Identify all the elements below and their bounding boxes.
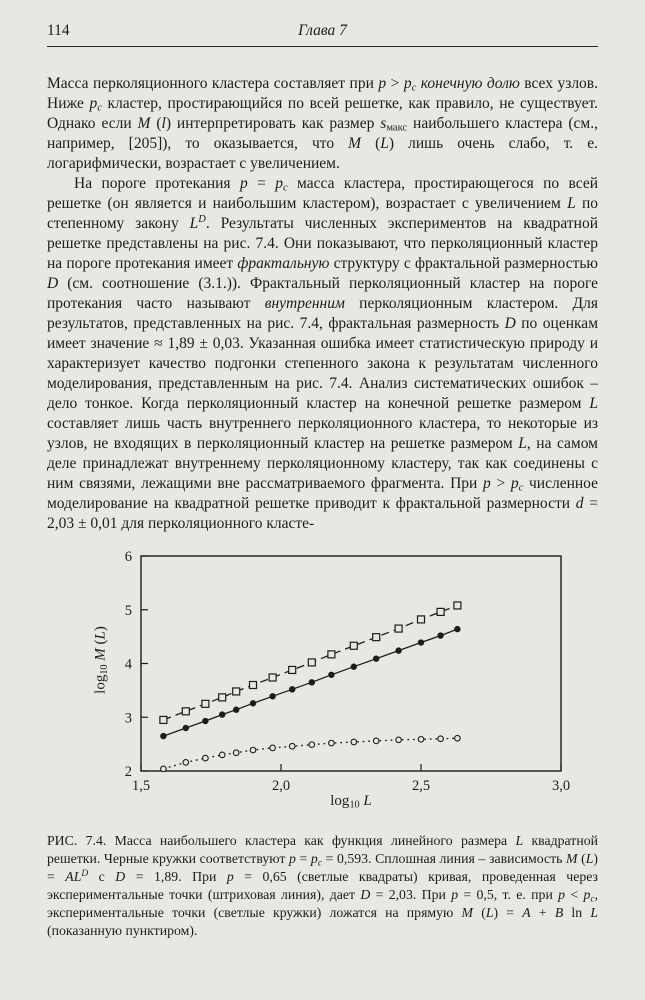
filled-circle-marker — [395, 647, 401, 653]
open-square-marker — [250, 682, 257, 689]
open-circle-marker — [250, 747, 256, 753]
open-circle-marker — [396, 737, 402, 743]
open-square-marker — [289, 666, 296, 673]
filled-circle-marker — [289, 686, 295, 692]
open-circle-marker — [351, 739, 357, 745]
filled-circle-marker — [219, 711, 225, 717]
y-tick-label: 6 — [124, 549, 132, 565]
open-square-marker — [182, 708, 189, 715]
paragraph-2: На пороге протекания $p = p_c$ масса кластера, простирающегося по всей решетке (он является и наибольшим кластером), возрастает с увеличением L по степенному закону $L^D$. Результаты численных экспериментов на квадратной решетке представлены на рис. 7.4. Они показывают, что перколяционный кластер на пороге протекания имеет фрактальную структуру с фрактальной размерностью D (см. соотношение (3.1.)). Фрактальный перколяционный кластер на пороге протекания часто называют внутренним перколяционным кластером. Для результатов, представленных на рис. 7.4, фрактальная размерность D по оценкам имеет значение ≈ 1,89 ± 0,03. Указанная ошибка имеет статистическую природу и характеризует качество подгонки степенного закона к результатам численного моделирования, представленным на рис. 7.4. Анализ систематических ошибок – дело тонкое. Когда перколяционный кластер на конечной решетке размером L составляет лишь часть внутреннего перколяционного кластера, то некоторые из узлов, не входящих в перколяционный кластер на решетке размером L, на самом деле принадлежат внутреннему перколяционному кластеру, так как соединены с ним связями, лежащими вне рассматриваемого фрагмента. При $p > p_c$ численное моделирование на квадратной решетке приводит к фрактальной размерности d = 2,03 ± 0,01 для перколяционного класте- — [47, 175, 599, 532]
paragraph-1: Масса перколяционного кластера составляет при $p > p_c$ конечную долю всех узлов. Ниже $p_c$ кластер, простирающийся по всей решетке, как правило, не существует. Однако если M (l) интерпретировать как размер $s_{макс}$ наибольшего кластера (см., например, [205]), то оказывается, что M (L) лишь очень слабо, т. е. логарифмически, возрастает с увеличением. — [47, 75, 599, 172]
open-circle-marker — [270, 745, 276, 751]
figure-7-4 — [47, 546, 598, 820]
y-tick-label: 5 — [124, 602, 132, 619]
open-circle-marker — [161, 766, 167, 772]
open-square-marker — [373, 634, 380, 641]
filled-circle-marker — [250, 700, 256, 706]
figure-caption: РИС. 7.4. Масса наибольшего кластера как функция линейного размера L квадратной решетки. Черные кружки соответствуют $p = p_c = 0,593$. Сплошная линия – зависимость M $(L) = AL^D$ с D = 1,89. При p = 0,65 (светлые квадраты) кривая, проведенная через экспериментальные точки (штриховая линия), дает D = 2,03. При p = 0,5, т. е. при $p < p_c$, экспериментальные точки (светлые кружки) ложатся на прямую M (L) = A + B ln L (показанную пунктиром). — [47, 833, 599, 938]
open-square-marker — [160, 716, 167, 723]
filled-circle-marker — [328, 672, 334, 678]
open-square-marker — [269, 674, 276, 681]
filled-circle-marker — [160, 733, 166, 739]
open-square-marker — [418, 616, 425, 623]
open-square-marker — [202, 700, 209, 707]
open-square-marker — [350, 642, 357, 649]
series-open-square — [160, 602, 461, 723]
open-circle-marker — [183, 760, 189, 766]
y-tick-label: 4 — [124, 656, 132, 673]
filled-circle-marker — [454, 626, 460, 632]
open-square-marker — [437, 608, 444, 615]
open-circle-marker — [233, 750, 239, 756]
plot-frame — [141, 556, 561, 771]
open-square-marker — [233, 688, 240, 695]
filled-circle-marker — [418, 639, 424, 645]
x-tick-label: 2,0 — [271, 778, 291, 794]
filled-circle-marker — [183, 725, 189, 731]
filled-circle-marker — [233, 707, 239, 713]
open-circle-marker — [309, 742, 315, 748]
open-circle-marker — [203, 755, 209, 761]
open-square-marker — [454, 602, 461, 609]
series-filled-circle — [160, 626, 460, 739]
filled-circle-marker — [269, 693, 275, 699]
page-header — [47, 22, 598, 47]
open-square-marker — [328, 651, 335, 658]
filled-circle-marker — [202, 718, 208, 724]
open-circle-marker — [418, 736, 424, 742]
y-axis-ticks — [125, 549, 148, 780]
open-circle-marker — [289, 743, 295, 749]
y-axis-label: $\log_{10} M$ (L) — [92, 626, 111, 694]
page-number: 114 — [47, 22, 70, 39]
filled-circle-marker — [351, 664, 357, 670]
chapter-header: Глава 7 — [298, 22, 347, 39]
open-square-marker — [308, 659, 315, 666]
open-circle-marker — [438, 736, 444, 742]
y-tick-label: 3 — [124, 710, 132, 727]
open-circle-marker — [455, 735, 461, 741]
open-square-marker — [219, 694, 226, 701]
open-square-marker — [395, 625, 402, 632]
x-tick-label: 2,5 — [411, 778, 431, 794]
filled-circle-marker — [437, 632, 443, 638]
x-axis-ticks — [132, 764, 570, 794]
open-circle-marker — [219, 752, 225, 758]
filled-circle-marker — [309, 679, 315, 685]
series-open-circle — [161, 735, 461, 771]
x-tick-label: 1,5 — [131, 778, 151, 794]
open-circle-marker — [373, 738, 379, 744]
y-tick-label: 2 — [124, 764, 132, 780]
open-circle-marker — [329, 740, 335, 746]
x-axis-label: $\log_{10} L$ — [330, 793, 372, 811]
log-log-plot — [91, 546, 611, 796]
x-tick-label: 3,0 — [551, 778, 571, 794]
filled-circle-marker — [373, 655, 379, 661]
